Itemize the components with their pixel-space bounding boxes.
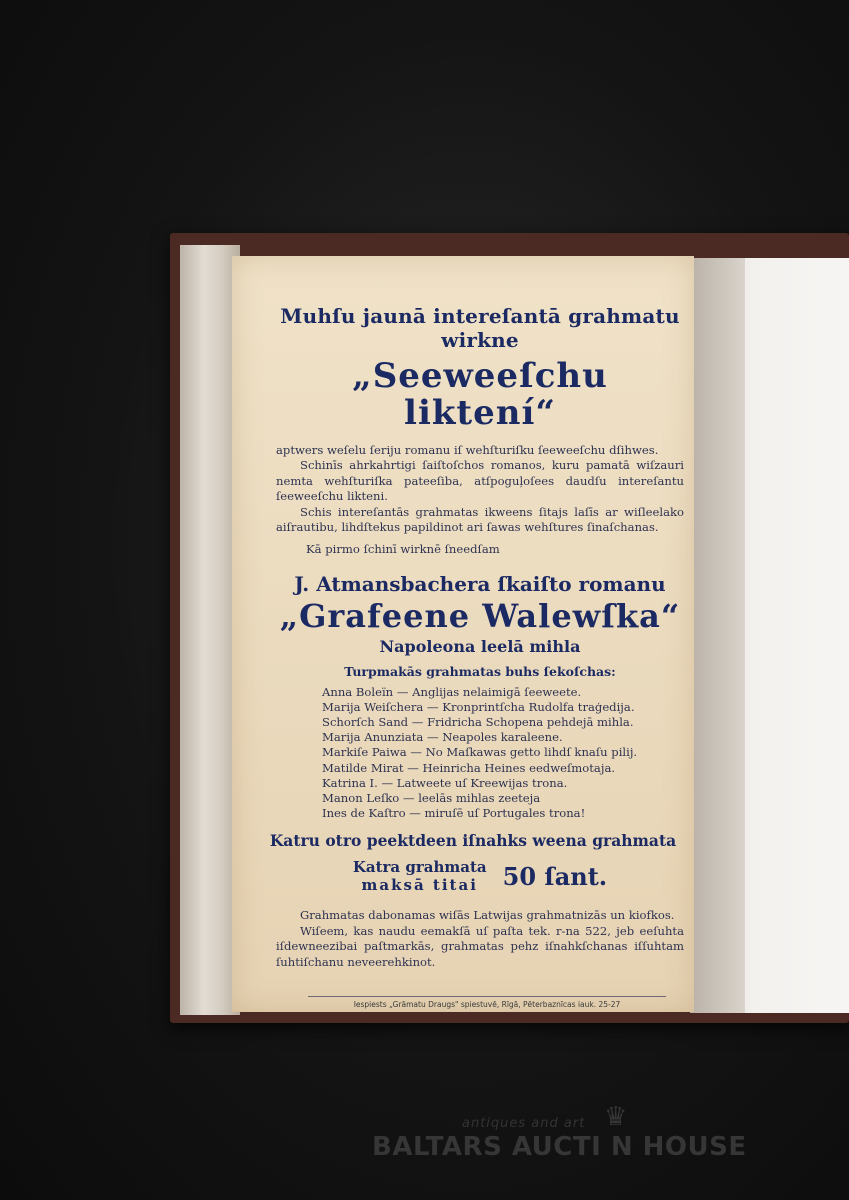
list-item: Ines de Kaſtro — miruſē uſ Portugales trona! xyxy=(322,806,586,821)
book-subtitle: Napoleona leelā mihla xyxy=(379,636,581,656)
price-label-line-2: maksā titai xyxy=(361,876,478,895)
list-item: Matilde Mirat — Heinricha Heines eedweſmotaja. xyxy=(322,760,616,775)
price-block xyxy=(276,858,684,894)
intro-paragraph-1: aptwers weſelu ſeriju romanu iſ wehſturiſku ſeeweeſchu dſihwes. xyxy=(276,442,659,457)
upcoming-titles-list xyxy=(322,685,684,822)
page-edges xyxy=(180,245,240,1015)
outro-paragraph-1: Grahmatas dabonamas wiſās Latwijas grahmatnizās un kiofkos. xyxy=(300,908,675,923)
author-line: J. Atmansbachera ſkaiſto romanu xyxy=(294,571,666,596)
list-item: Marija Anunziata — Neapoles karaleene. xyxy=(322,730,563,745)
price-label xyxy=(353,858,487,894)
advertisement-leaflet xyxy=(232,256,694,1012)
intro-paragraph-3: Schis intereſantās grahmatas ikweens ſitajs laſīs ar wiſleelako aiſrautibu, lihdſtekus papildinot ari ſawas wehſtures ſinaſchanas. xyxy=(276,504,684,535)
list-item: Markiſe Paiwa — No Maſkawas getto lihdſ knaſu pilij. xyxy=(322,745,638,760)
list-item: Marija Weiſchera — Kronprintſcha Rudolfa traģedija. xyxy=(322,699,635,714)
list-item: Schorſch Sand — Fridricha Schopena pehdejā mihla. xyxy=(322,714,634,729)
list-item: Anna Boleïn — Anglijas nelaimigā ſeeweete. xyxy=(322,684,582,699)
intro-paragraph-2: Schinīs ahrkahrtigi ſaiſtoſchos romanos, kuru pamatā wiſzauri nemta wehſturiſka pateeſiba, atſpoguļoſees daudſu intereſantu ſeeweeſchu likteni. xyxy=(276,458,684,504)
watermark-tagline: antiques and art xyxy=(462,1116,586,1131)
upcoming-heading: Turpmakās grahmatas buhs ſekoſchas: xyxy=(344,663,616,679)
crown-icon: ♛ xyxy=(604,1102,628,1132)
watermark-brand: BALTARS AUCTI N HOUSE xyxy=(372,1132,747,1162)
first-book-intro: Kā pirmo ſchinī wirknē ſneedſam xyxy=(306,541,500,556)
list-item: Manon Leſko — leelās mihlas zeeteja xyxy=(322,791,541,805)
series-title: „Seeweeſchu liktení“ xyxy=(352,356,608,434)
publication-schedule: Katru otro peektdeen iſnahks weena grahmata xyxy=(269,831,677,851)
outro-paragraph-2: Wiſeem, kas naudu eemakſā uſ paſta tek. r-na 522, jeb eeſuhta iſdewneezibai paſtmarkās, grahmatas pehz iſnahkſchanas iſſuhtam ſuhtiſchanu neveerehkinot. xyxy=(276,923,684,969)
list-item: Katrina I. — Latweete uſ Kreewijas trona. xyxy=(322,775,568,790)
book-title: „Grafeene Walewſka“ xyxy=(279,596,681,635)
series-heading: Muhſu jaunā intereſantā grahmatu wirkne xyxy=(280,304,680,352)
auction-watermark xyxy=(372,1102,772,1172)
price-value: 50 ſant. xyxy=(502,861,608,891)
printer-imprint: Iespiests „Grāmatu Draugs" spiestuvē, Rīgā, Pēterbaznīcas iauk. 25-27 xyxy=(308,996,666,1009)
right-blank-page xyxy=(690,258,849,1013)
price-label-line-1: Katra grahmata xyxy=(352,858,487,877)
